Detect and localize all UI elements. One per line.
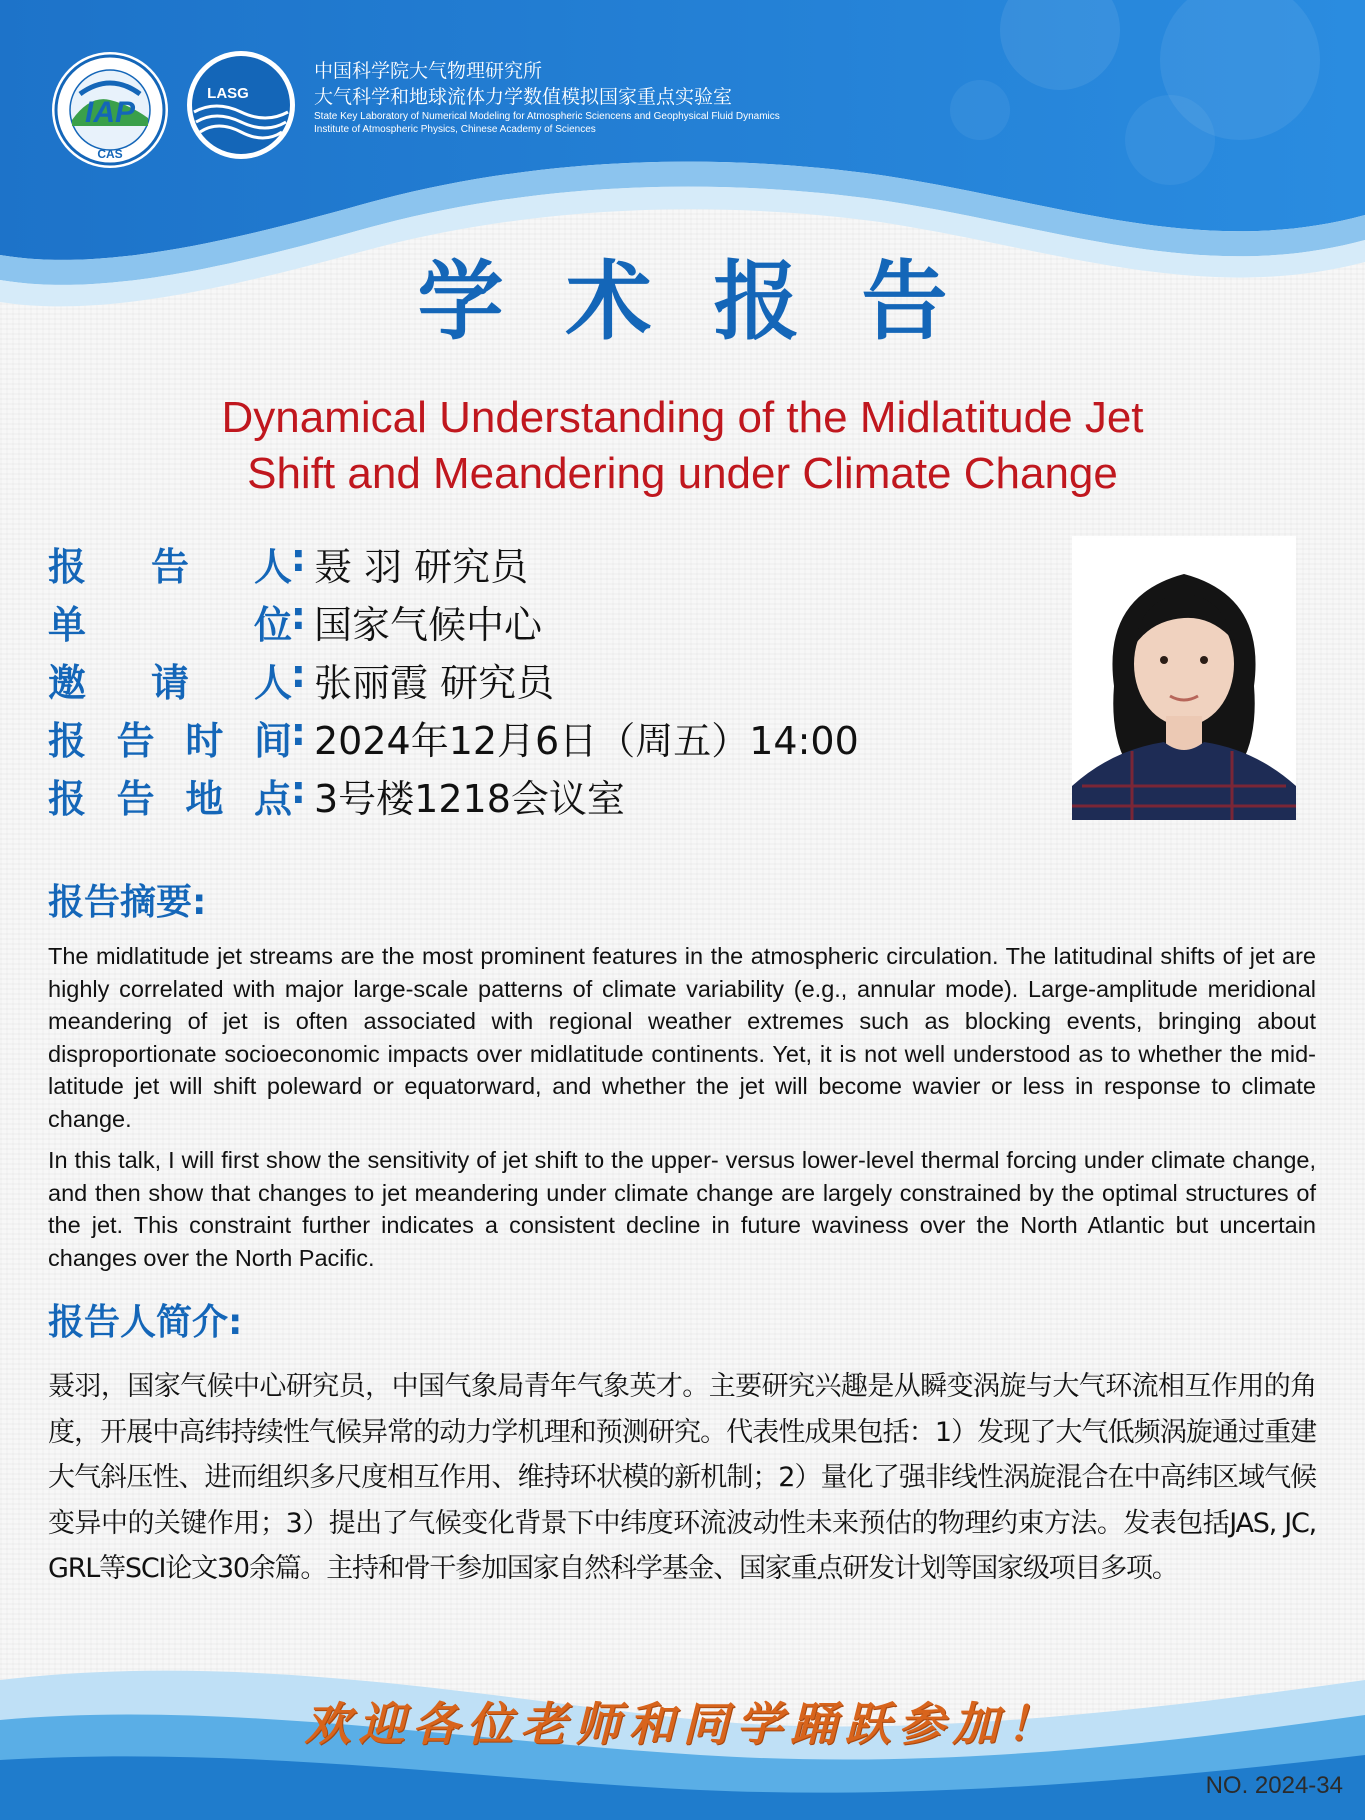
info-row-time [48, 708, 859, 766]
info-label-location: 报 告 地 点 : [48, 767, 306, 821]
speaker-photo [1072, 536, 1296, 820]
abstract-heading: 报告摘要: [48, 882, 207, 923]
info-label-host: 邀 请 人 : [48, 651, 306, 705]
talk-title [60, 390, 1305, 502]
lasg-logo-text: LASG [207, 85, 249, 102]
info-value-location: 3号楼1218会议室 [314, 776, 625, 821]
info-label-speaker: 报 告 人 : [48, 535, 306, 589]
info-label-time: 报 告 时 间 : [48, 709, 306, 763]
institute-block [314, 58, 780, 136]
info-label-affiliation: 单 位 : [48, 593, 306, 647]
bio-body: 聂羽，国家气候中心研究员，中国气象局青年气象英才。主要研究兴趣是从瞬变涡旋与大气环流相互作用的角度，开展中高纬持续性气候异常的动力学机理和预测研究。代表性成果包括：1）发现了大气低频涡旋通过重建大气斜压性、进而组织多尺度相互作用、维持环状模的新机制；2）量化了强非线性涡旋混合在中高纬区域气候变异中的关键作用；3）提出了气候变化背景下中纬度环流波动性未来预估的物理约束方法。发表包括JAS, JC, GRL等SCI论文30余篇。主持和骨干参加国家自然科学基金、国家重点研发计划等国家级项目多项。 [48, 1371, 1316, 1584]
info-table [48, 534, 859, 824]
info-row-host [48, 650, 859, 708]
lab-name-cn: 大气科学和地球流体力学数值模拟国家重点实验室 [314, 86, 733, 108]
info-value-speaker: 聂 羽 研究员 [314, 544, 529, 589]
talk-title-line-1: Dynamical Understanding of the Midlatitude Jet [221, 393, 1144, 442]
info-value-affiliation: 国家气候中心 [314, 602, 543, 647]
page-title: 学术报告 [417, 252, 1010, 352]
info-row-speaker [48, 534, 859, 592]
institute-name-cn: 中国科学院大气物理研究所 [314, 60, 543, 82]
welcome-banner: 欢迎各位老师和同学踊跃参加！ [304, 1697, 1061, 1751]
info-row-affiliation [48, 592, 859, 650]
abstract-body [48, 940, 1316, 1283]
bio-heading: 报告人简介: [48, 1302, 243, 1343]
cas-logo-text: CAS [97, 147, 123, 161]
institute-name-en: Institute of Atmospheric Physics, Chinese Academy of Sciences [314, 124, 596, 135]
report-number: NO. 2024-34 [1205, 1772, 1343, 1799]
abstract-paragraph-1: The midlatitude jet streams are the most prominent features in the atmospheric circulation. The latitudinal shifts of jet are highly correlated with major large-scale patterns of climate variability (e.g., annular mode). Large-amplitude meridional meandering of jet is often associated with regional weather extremes such as blocking events, bringing about disproportionate socioeconomic impacts over midlatitude continents. Yet, it is not well understood as to whether the mid-latitude jet will shift poleward or equatorward, and whether the jet will become wavier or less in response to climate change. [48, 943, 1316, 1132]
iap-logo-text: IAP [84, 96, 136, 129]
abstract-paragraph-2: In this talk, I will first show the sensitivity of jet shift to the upper- versus lower-level thermal forcing under climate change, and then show that changes to jet meandering under climate change are largely constrained by the optimal structures of the jet. This constraint further indicates a consistent decline in future waviness over the North Atlantic but uncertain changes over the North Pacific. [48, 1147, 1316, 1271]
info-value-time: 2024年12月6日（周五）14:00 [314, 718, 859, 763]
talk-title-line-2: Shift and Meandering under Climate Change [247, 449, 1118, 498]
info-row-location [48, 766, 859, 824]
iap-logo [50, 50, 170, 170]
lab-name-en: State Key Laboratory of Numerical Modeling for Atmospheric Sciencens and Geophysical Fluid Dynamics [314, 111, 780, 122]
info-value-host: 张丽霞 研究员 [314, 660, 555, 705]
lasg-logo [186, 50, 296, 160]
